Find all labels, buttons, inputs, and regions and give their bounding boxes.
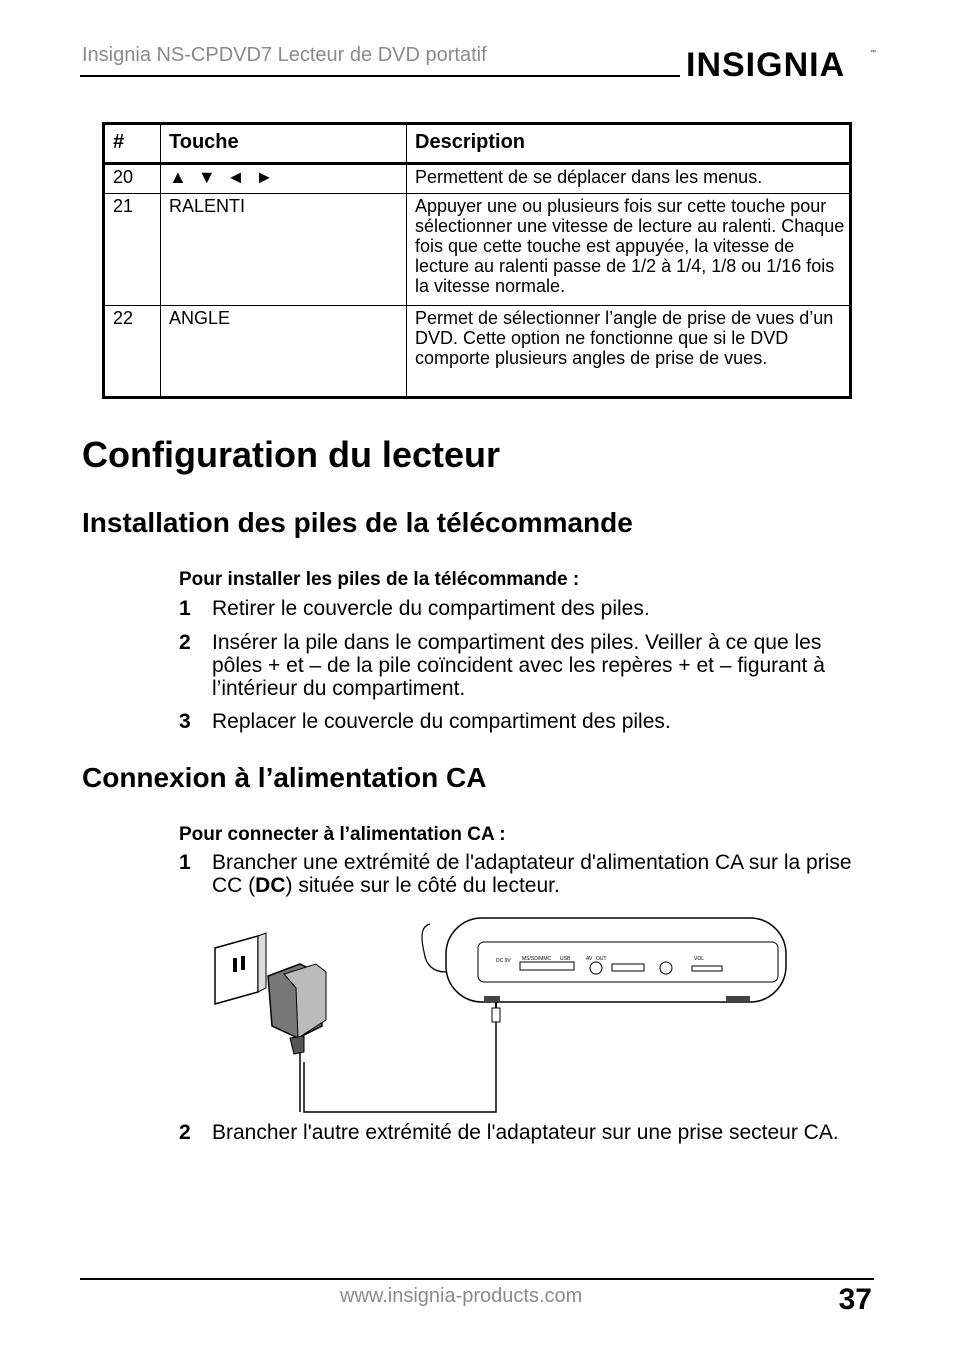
row-key: RALENTI xyxy=(161,194,407,306)
step-number: 1 xyxy=(179,597,191,620)
col-header-number: # xyxy=(104,124,161,164)
svg-text:VOL: VOL xyxy=(694,956,705,962)
row-number: 20 xyxy=(104,164,161,194)
footer-rule xyxy=(80,1278,874,1280)
battery-procedure-title: Pour installer les piles de la télécommande : xyxy=(179,569,580,590)
running-header: Insignia NS-CPDVD7 Lecteur de DVD portatif xyxy=(82,44,487,66)
key-table xyxy=(102,122,852,399)
step-text: Replacer le couvercle du compartiment des piles. xyxy=(212,710,671,733)
wall-outlet-icon xyxy=(215,933,266,1004)
power-heading: Connexion à l’alimentation CA xyxy=(82,762,487,793)
step-number: 2 xyxy=(179,1121,191,1144)
power-connection-figure xyxy=(210,912,810,1122)
ac-adapter-icon xyxy=(268,964,326,1112)
power-procedure-title: Pour connecter à l’alimentation CA : xyxy=(179,824,506,845)
svg-text:INSIGNIA: INSIGNIA xyxy=(686,46,846,84)
svg-text:OUT: OUT xyxy=(596,956,607,962)
step-text: Brancher l'autre extrémité de l'adaptateur sur une prise secteur CA. xyxy=(212,1121,839,1144)
table-row xyxy=(104,164,851,194)
row-key: ANGLE xyxy=(161,306,407,398)
battery-heading: Installation des piles de la télécommande xyxy=(82,507,633,538)
insignia-logo xyxy=(686,40,878,90)
row-description: Permet de sélectionner l’angle de prise de vues d’un DVD. Cette option ne fonctionne que si le DVD comporte plusieurs angles de prise de vues. xyxy=(407,306,851,398)
dvd-player-icon xyxy=(422,918,786,1002)
row-number: 21 xyxy=(104,194,161,306)
footer-url: www.insignia-products.com xyxy=(340,1285,583,1307)
row-number: 22 xyxy=(104,306,161,398)
svg-text:MS/SD/MMC: MS/SD/MMC xyxy=(522,956,552,962)
step-number: 3 xyxy=(179,710,191,733)
table-row xyxy=(104,194,851,306)
dc-plug-icon xyxy=(492,1002,500,1022)
svg-text:DC 9V: DC 9V xyxy=(496,958,511,964)
svg-text:™: ™ xyxy=(870,50,876,56)
header-rule xyxy=(80,75,680,77)
row-key: ▲ ▼ ◄ ► xyxy=(161,164,407,194)
svg-text:AV: AV xyxy=(586,956,593,962)
step-number: 2 xyxy=(179,631,191,654)
step-number: 1 xyxy=(179,851,191,874)
section-title: Configuration du lecteur xyxy=(82,434,500,475)
col-header-description: Description xyxy=(407,124,851,164)
step-text: Retirer le couvercle du compartiment des piles. xyxy=(212,597,650,620)
table-row xyxy=(104,306,851,398)
row-description: Appuyer une ou plusieurs fois sur cette touche pour sélectionner une vitesse de lecture au ralenti. Chaque fois que cette touche est appuyée, la vitesse de lecture au ralenti passe de 1/2 à 1/4, 1/8 ou 1/16 fois la vitesse normale. xyxy=(407,194,851,306)
svg-text:USB: USB xyxy=(560,956,571,962)
col-header-key: Touche xyxy=(161,124,407,164)
dc-label: DC xyxy=(255,874,286,897)
row-description: Permettent de se déplacer dans les menus. xyxy=(407,164,851,194)
step-text: Insérer la pile dans le compartiment des piles. Veiller à ce que les pôles + et – de la pile coïncident avec les repères + et – figurant à l’intérieur du compartiment. xyxy=(212,631,825,700)
step-text: Brancher une extrémité de l'adaptateur d'alimentation CA sur la prise CC (DC) située sur le côté du lecteur. xyxy=(212,851,852,897)
page-number: 37 xyxy=(838,1283,872,1316)
